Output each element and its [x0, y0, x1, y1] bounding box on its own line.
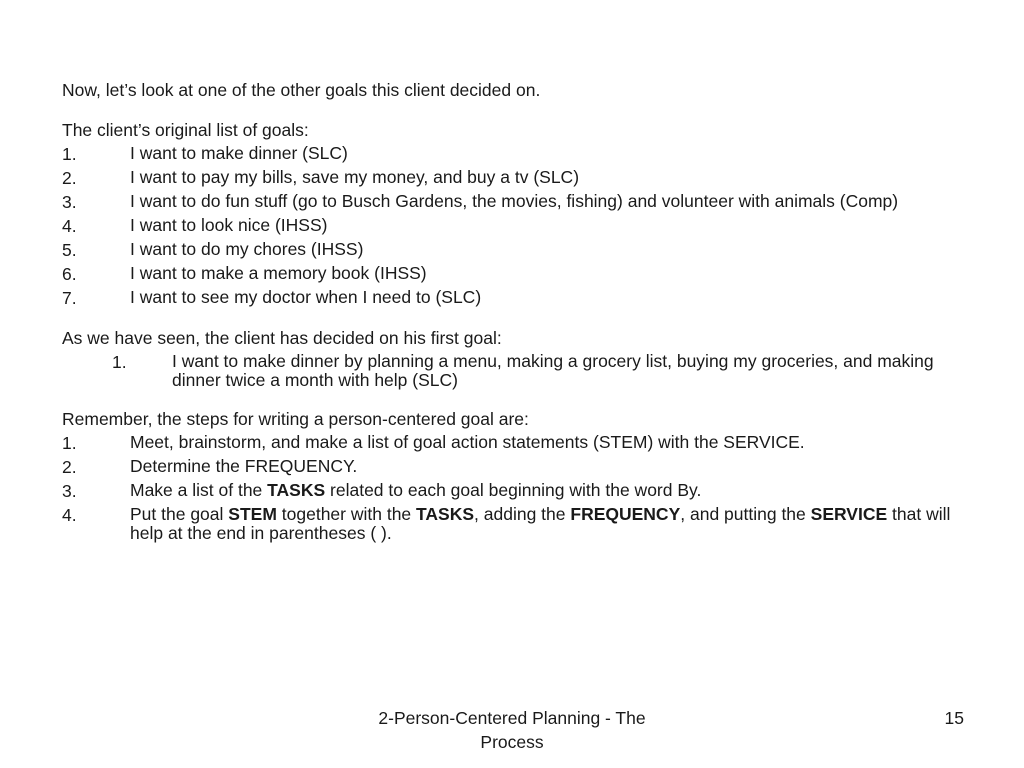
bold-term: TASKS	[416, 504, 475, 524]
text-run: Make a list of the	[130, 480, 268, 500]
list-item	[62, 433, 962, 454]
list-item	[62, 352, 962, 390]
list-item-text: I want to see my doctor when I need to (SLC)	[130, 287, 482, 307]
list-item-text: I want to do fun stuff (go to Busch Gardens, the movies, fishing) and volunteer with animals (Comp)	[130, 191, 899, 211]
bold-term: TASKS	[267, 480, 326, 500]
original-goals-heading: The client’s original list of goals:	[62, 120, 309, 140]
text-run: related to each goal beginning with the word By.	[325, 480, 702, 500]
list-item-number: 6.	[62, 264, 77, 284]
list-item	[62, 288, 962, 309]
list-item-text: Meet, brainstorm, and make a list of goal action statements (STEM) with the SERVICE.	[130, 432, 805, 452]
list-item	[62, 481, 962, 502]
list-item-text: I want to do my chores (IHSS)	[130, 239, 364, 259]
steps-list	[62, 433, 962, 543]
first-goal-list	[62, 352, 962, 390]
bold-term: SERVICE	[810, 504, 888, 524]
list-item-text	[130, 505, 962, 543]
list-item-number: 3.	[62, 481, 77, 501]
list-item-number: 4.	[62, 505, 77, 525]
list-item	[62, 240, 962, 261]
footer-title: 2-Person-Centered Planning - The Process	[378, 708, 646, 752]
list-item-text: I want to make a memory book (IHSS)	[130, 263, 427, 283]
list-item-number: 7.	[62, 288, 77, 308]
list-item	[62, 457, 962, 478]
text-run: together with the	[276, 504, 417, 524]
list-item-text: Determine the FREQUENCY.	[130, 456, 358, 476]
slide-body	[62, 80, 962, 543]
list-item-number: 1.	[62, 144, 77, 164]
text-run: , and putting the	[680, 504, 811, 524]
list-item-number: 1.	[62, 433, 77, 453]
list-item-number: 5.	[62, 240, 77, 260]
list-item	[62, 168, 962, 189]
slide-number: 15	[944, 708, 964, 728]
list-item	[62, 192, 962, 213]
list-item-text: I want to make dinner (SLC)	[130, 143, 348, 163]
steps-heading: Remember, the steps for writing a person-centered goal are:	[62, 409, 529, 429]
original-goals-list	[62, 144, 962, 309]
text-run: that will help at the end in parentheses ( ).	[130, 504, 951, 543]
list-item-text: I want to make dinner by planning a menu, making a grocery list, buying my groceries, and making dinner twice a month with help (SLC)	[172, 351, 934, 390]
list-item-number: 4.	[62, 216, 77, 236]
list-item-number: 2.	[62, 457, 77, 477]
list-item-number: 3.	[62, 192, 77, 212]
list-item	[62, 216, 962, 237]
list-item-number: 1.	[112, 352, 127, 372]
list-item-text: I want to pay my bills, save my money, and buy a tv (SLC)	[130, 167, 580, 187]
list-item	[62, 264, 962, 285]
list-item	[62, 144, 962, 165]
list-item	[62, 505, 962, 543]
list-item-text	[130, 481, 962, 502]
text-run: Put the goal	[130, 504, 229, 524]
list-item-text: I want to look nice (IHSS)	[130, 215, 328, 235]
bold-term: FREQUENCY	[570, 504, 681, 524]
list-item-number: 2.	[62, 168, 77, 188]
intro-text: Now, let’s look at one of the other goals this client decided on.	[62, 80, 541, 100]
bold-term: STEM	[228, 504, 277, 524]
first-goal-heading: As we have seen, the client has decided on his first goal:	[62, 328, 502, 348]
text-run: , adding the	[474, 504, 571, 524]
